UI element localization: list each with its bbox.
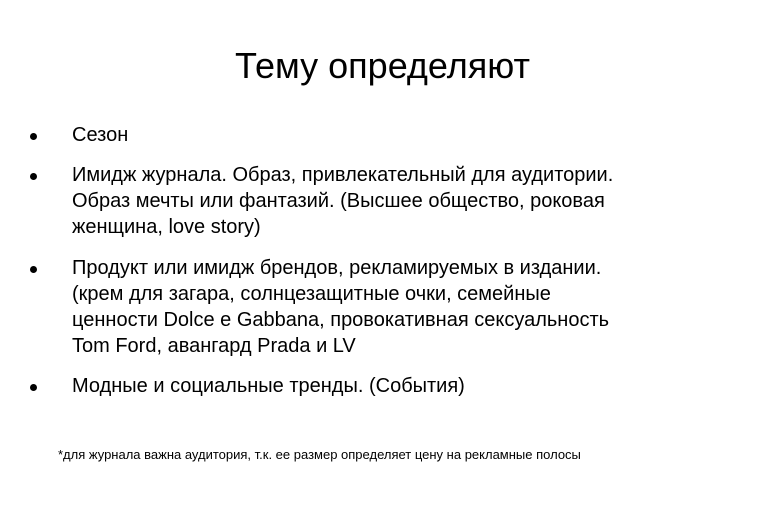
- bullet-text: Имидж журнала. Образ, привлекательный для аудитории. Образ мечты или фантазий. (Высшее общество, роковая женщина, love story): [72, 164, 614, 238]
- footnote: *для журнала важна аудитория, т.к. ее размер определяет цену на рекламные полосы: [58, 447, 581, 462]
- bullet-dot-icon: [30, 266, 37, 273]
- bullet-dot-icon: [30, 173, 37, 180]
- slide-title: Тему определяют: [235, 45, 530, 86]
- bullet-text: Модные и социальные тренды. (События): [72, 375, 465, 397]
- bullet-dot-icon: [30, 133, 37, 140]
- bullet-dot-icon: [30, 384, 37, 391]
- bullet-text: Сезон: [72, 124, 129, 146]
- bullet-text: Продукт или имидж брендов, рекламируемых в издании. (крем для загара, солнцезащитные очки, семейные ценности Dolce e Gabbana, провокативная сексуальность Tom Ford, авангард Prada и LV: [72, 257, 610, 357]
